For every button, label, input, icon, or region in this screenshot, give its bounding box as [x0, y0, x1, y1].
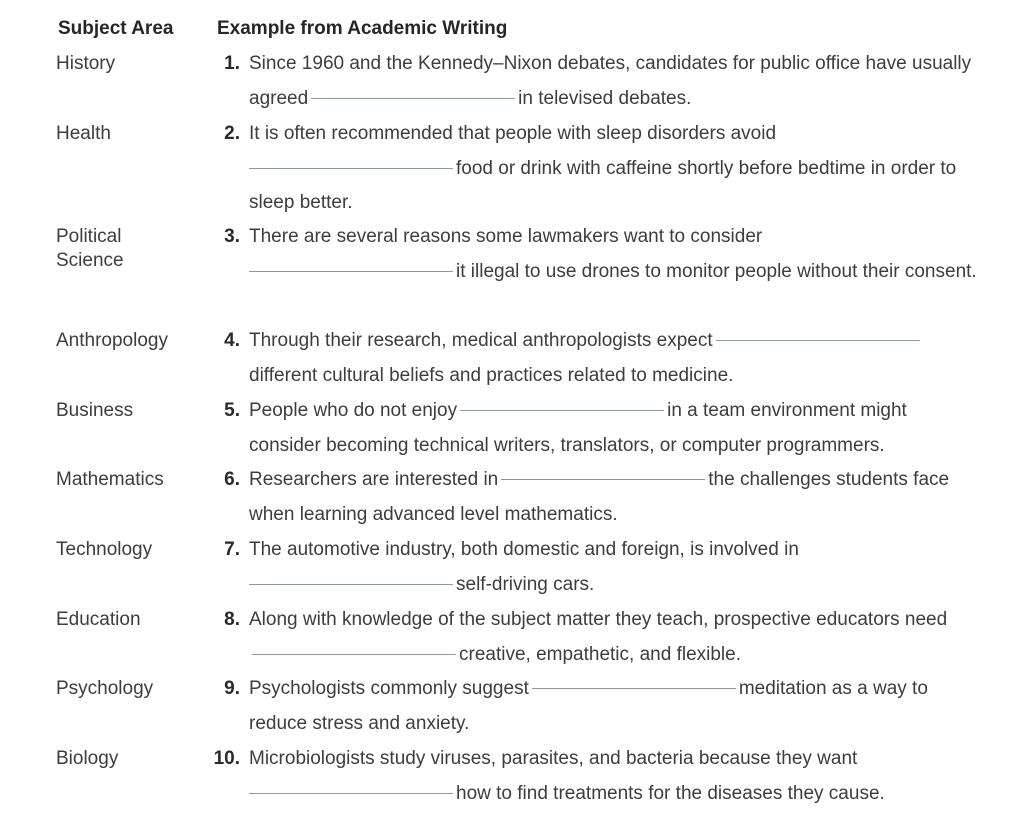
sentence-before: It is often recommended that people with sleep disorders avoid	[249, 123, 777, 144]
sentence-after: in televised debates.	[518, 87, 692, 109]
subject-area: Health	[56, 123, 111, 144]
item-number: 3.	[224, 226, 240, 247]
sentence	[249, 672, 979, 741]
fill-in-blank[interactable]	[532, 687, 736, 689]
fill-in-blank[interactable]	[249, 583, 453, 585]
subject-area: Mathematics	[56, 469, 164, 490]
sentence-before: There are several reasons some lawmakers want to consider	[249, 226, 763, 247]
sentence-after: self-driving cars.	[456, 573, 595, 595]
item-number: 2.	[224, 123, 240, 144]
sentence	[249, 463, 979, 532]
subject-area-heading: Subject Area	[58, 18, 174, 39]
fill-in-blank[interactable]	[460, 409, 664, 411]
sentence-before: Microbiologists study viruses, parasites, and bacteria because they want	[249, 748, 858, 769]
item-number: 7.	[224, 539, 240, 560]
subject-area: Education	[56, 609, 141, 630]
item-number: 9.	[224, 678, 240, 699]
sentence-before: Researchers are interested in	[249, 469, 499, 490]
item-number: 4.	[224, 330, 240, 351]
fill-in-blank[interactable]	[501, 478, 705, 480]
sentence-after: creative, empathetic, and flexible.	[459, 643, 741, 665]
subject-area: Business	[56, 400, 134, 421]
subject-area: Technology	[56, 539, 153, 560]
sentence-before: Psychologists commonly suggest	[249, 678, 529, 699]
fill-in-blank[interactable]	[249, 167, 453, 169]
sentence	[249, 117, 979, 221]
subject-area: Biology	[56, 748, 119, 769]
fill-in-blank[interactable]	[311, 97, 515, 99]
sentence	[249, 394, 979, 463]
fill-in-blank[interactable]	[249, 792, 453, 794]
item-number: 6.	[224, 469, 240, 490]
subject-area: History	[56, 53, 116, 74]
sentence	[249, 533, 979, 602]
fill-in-blank[interactable]	[249, 270, 453, 272]
subject-area: Psychology	[56, 678, 154, 699]
sentence	[249, 220, 979, 289]
subject-area: Anthropology	[56, 330, 168, 351]
item-number: 10.	[213, 748, 240, 769]
sentence-after: meditation as a way to reduce stress and anxiety.	[249, 678, 928, 734]
table-header	[0, 18, 1011, 44]
fill-in-blank[interactable]	[716, 339, 920, 341]
sentence-after: the challenges students face when learning advanced level mathematics.	[249, 469, 950, 525]
sentence-after: in a team environment might consider becoming technical writers, translators, or computer programmers.	[249, 400, 907, 456]
item-number: 5.	[224, 400, 240, 421]
fill-in-blank[interactable]	[252, 653, 456, 655]
subject-area: Political Science	[56, 226, 124, 271]
item-number: 8.	[224, 609, 240, 630]
item-number: 1.	[224, 53, 240, 74]
sentence	[249, 47, 979, 116]
sentence-before: Since 1960 and the Kennedy–Nixon debates, candidates for public office have usually agreed	[249, 53, 972, 109]
sentence	[249, 742, 979, 811]
sentence-after: how to find treatments for the diseases they cause.	[456, 782, 885, 804]
sentence-after: different cultural beliefs and practices related to medicine.	[249, 364, 734, 386]
sentence-before: The automotive industry, both domestic and foreign, is involved in	[249, 539, 799, 560]
sentence-before: Through their research, medical anthropologists expect	[249, 330, 713, 351]
sentence-before: Along with knowledge of the subject matter they teach, prospective educators need	[249, 609, 948, 630]
example-heading: Example from Academic Writing	[217, 18, 508, 39]
sentence	[249, 603, 979, 672]
sentence	[249, 324, 979, 393]
sentence-before: People who do not enjoy	[249, 400, 458, 421]
sentence-after: food or drink with caffeine shortly before bedtime in order to sleep better.	[249, 157, 957, 213]
sentence-after: it illegal to use drones to monitor people without their consent.	[456, 260, 977, 282]
